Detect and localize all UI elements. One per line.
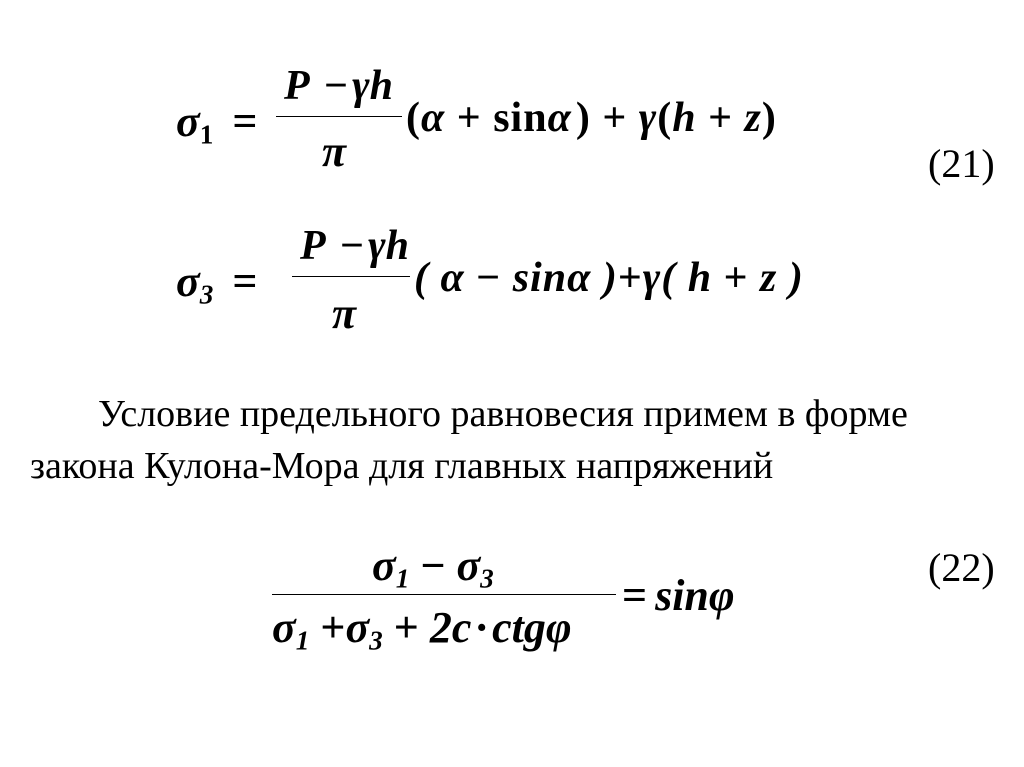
eq3-paren-close-2: ) (788, 255, 804, 301)
eq22-denominator (272, 602, 572, 657)
eq21-paren-open: ( (406, 95, 421, 141)
eq22-den-sigma1-sub: 1 (295, 625, 310, 656)
eq3-h: h (687, 255, 713, 301)
paragraph-line-1: Условие предельного равновесия примем в форме (98, 393, 908, 435)
eq3-num-gamma: γ (368, 223, 386, 269)
eq21-alpha-2: α (547, 95, 572, 141)
eq21-z: z (744, 95, 762, 141)
eq3-gamma: γ (642, 255, 662, 301)
eq3-equals: = (232, 257, 258, 306)
eq22-den-plus: + (320, 603, 346, 652)
eq22-den-phi: φ (545, 603, 572, 652)
eq3-minus: − (476, 255, 502, 301)
eq21-num-gamma: γ (352, 63, 370, 109)
eq3-lhs (176, 256, 257, 311)
eq3-z: z (760, 255, 778, 301)
eq21-fraction-bar (276, 116, 402, 117)
eq21-h: h (672, 95, 697, 141)
eq21-lhs (176, 96, 257, 151)
eq3-paren-open-2: ( (661, 255, 677, 301)
eq22-den-plus-2: + (393, 603, 419, 652)
eq21-numerator (284, 62, 393, 110)
eq21-lhs-sigma: σ (176, 97, 200, 146)
eq3-num-minus: − (340, 223, 365, 269)
eq22-num-minus: − (420, 541, 446, 590)
eq3-alpha: α (440, 255, 465, 301)
eq3-plus-2: + (723, 255, 749, 301)
eq3-num-P: P (300, 223, 326, 269)
eq22-num-sigma1-sub: 1 (395, 563, 410, 594)
eq21-num-minus: − (324, 63, 349, 109)
eq21-paren-close-2: ) (761, 95, 777, 141)
eq21-gamma: γ (638, 95, 658, 141)
eq22-num-sigma1: σ (372, 541, 396, 590)
eq21-lhs-sub: 1 (199, 119, 214, 150)
eq22-den-ctg: ctg (492, 603, 546, 652)
eq22-num-sigma3: σ (456, 541, 481, 590)
eq21-paren-close: ) (575, 95, 591, 141)
eq3-numerator (300, 222, 409, 270)
eq22-num-sigma3-sub: 3 (480, 563, 494, 594)
eq3-fraction-bar (292, 276, 410, 277)
eq21-equals: = (232, 97, 258, 146)
equation-22-label: (22) (928, 545, 995, 590)
eq3-den-pi: π (332, 289, 357, 338)
eq3-paren-close: ) (602, 255, 618, 301)
eq22-numerator (372, 540, 494, 595)
eq3-num-h: h (385, 223, 409, 269)
eq21-paren-open-2: ( (657, 95, 673, 141)
eq3-paren-open: ( (414, 255, 429, 301)
eq22-den-sigma3-sub: 3 (369, 625, 383, 656)
eq3-lhs-sub: 3 (199, 279, 214, 310)
eq21-num-h: h (369, 63, 393, 109)
eq21-rest (406, 94, 777, 142)
eq3-lhs-sigma: σ (176, 257, 200, 306)
eq21-denominator (322, 126, 346, 177)
eq22-den-2c: 2c (429, 603, 472, 652)
eq3-alpha-2: α (567, 255, 592, 301)
eq22-den-sigma1: σ (272, 603, 296, 652)
eq21-num-P: P (284, 63, 310, 109)
eq22-equals: = (622, 571, 648, 620)
eq22-rhs-phi: φ (708, 571, 735, 620)
eq21-plus-3: + (708, 95, 734, 141)
eq21-alpha: α (421, 95, 446, 141)
eq21-den-pi: π (322, 127, 347, 176)
eq22-fraction-bar (272, 594, 616, 595)
eq22-den-dot: · (474, 603, 490, 652)
equation-21-label: (21) (928, 141, 995, 186)
eq3-denominator (332, 288, 356, 339)
eq22-den-sigma3: σ (345, 603, 370, 652)
eq21-plus: + (456, 95, 482, 141)
eq3-rest (414, 254, 804, 302)
paragraph-line-2: закона Кулона-Мора для главных напряжений (30, 445, 774, 487)
eq22-rhs-sin: sin (655, 571, 709, 620)
eq3-sin: sin (512, 255, 568, 301)
eq21-plus-2: + (602, 95, 628, 141)
eq22-rhs (622, 570, 735, 621)
eq3-plus: + (617, 255, 643, 301)
eq21-sin: sin (493, 95, 548, 141)
